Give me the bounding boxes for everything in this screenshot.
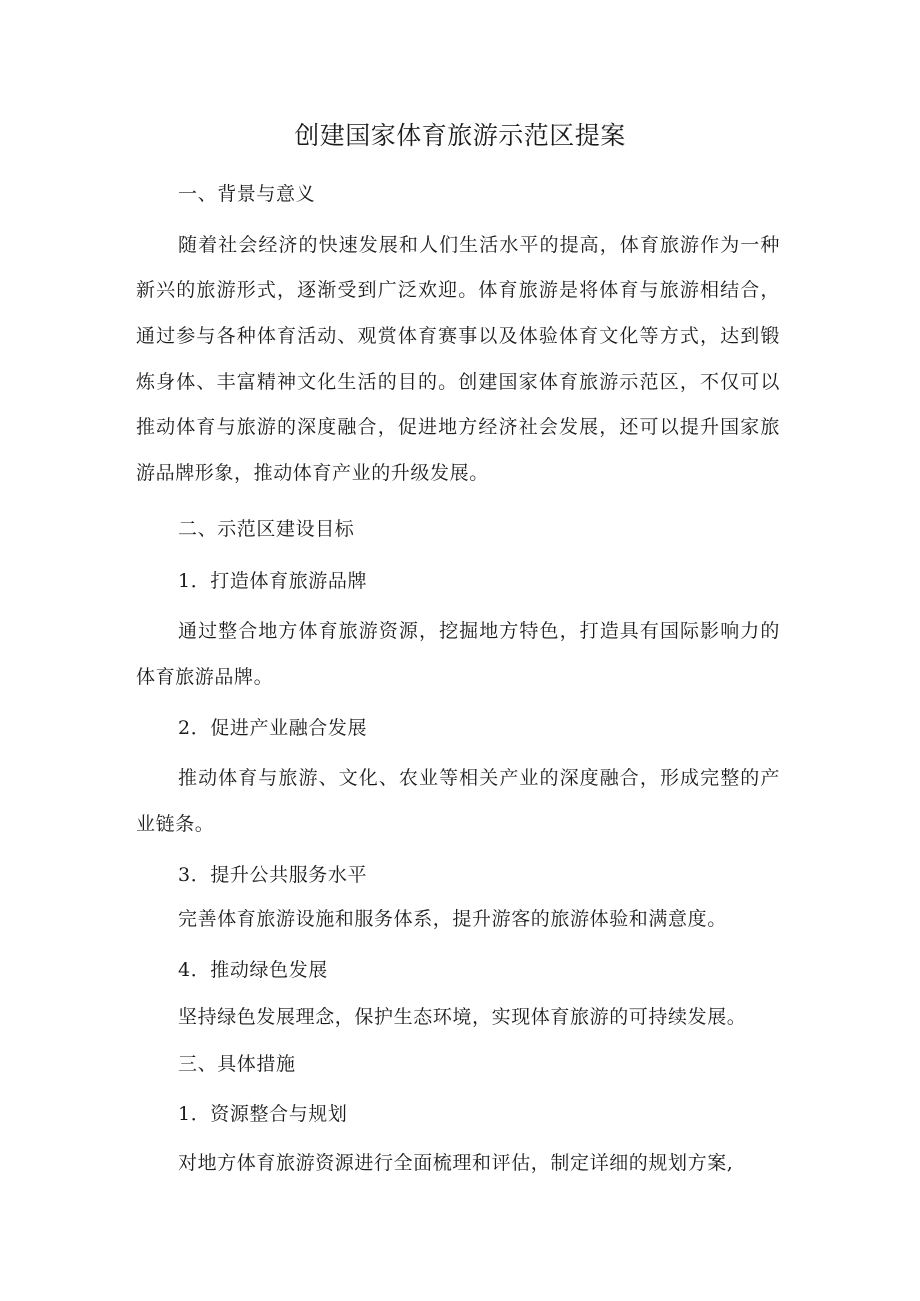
paragraph-line: 完善体育旅游设施和服务体系，提升游客的旅游体验和满意度。 [178, 908, 727, 930]
subsection-heading: 1．打造体育旅游品牌 [178, 570, 368, 592]
paragraph-line: 炼身体、丰富精神文化生活的目的。创建国家体育旅游示范区，不仅可以 [136, 371, 780, 393]
paragraph-line: 体育旅游品牌。 [136, 666, 274, 688]
subsection-heading: 1．资源整合与规划 [178, 1103, 348, 1125]
paragraph-line: 对地方体育旅游资源进行全面梳理和评估，制定详细的规划方案, [178, 1152, 734, 1174]
subsection-heading: 2．促进产业融合发展 [178, 717, 368, 739]
document-title: 创建国家体育旅游示范区提案 [294, 121, 626, 150]
section-heading-goals: 二、示范区建设目标 [178, 518, 355, 540]
paragraph-line: 新兴的旅游形式，逐渐受到广泛欢迎。体育旅游是将体育与旅游相结合， [136, 279, 780, 301]
subsection-heading: 3．提升公共服务水平 [178, 864, 368, 886]
paragraph-line: 通过整合地方体育旅游资源，挖掘地方特色，打造具有国际影响力的 [178, 620, 780, 642]
paragraph-line: 游品牌形象，推动体育产业的升级发展。 [136, 462, 489, 484]
paragraph-line: 通过参与各种体育活动、观赏体育赛事以及体验体育文化等方式，达到锻 [136, 325, 780, 347]
section-heading-background: 一、背景与意义 [178, 183, 316, 205]
paragraph-line: 坚持绿色发展理念，保护生态环境，实现体育旅游的可持续发展。 [178, 1006, 747, 1028]
subsection-heading: 4．推动绿色发展 [178, 959, 328, 981]
paragraph-line: 推动体育与旅游、文化、农业等相关产业的深度融合，形成完整的产 [178, 767, 780, 789]
section-heading-measures: 三、具体措施 [178, 1053, 296, 1075]
paragraph-line: 随着社会经济的快速发展和人们生活水平的提高，体育旅游作为一种 [178, 234, 780, 256]
paragraph-line: 业链条。 [136, 813, 215, 835]
paragraph-line: 推动体育与旅游的深度融合，促进地方经济社会发展，还可以提升国家旅 [136, 416, 780, 438]
